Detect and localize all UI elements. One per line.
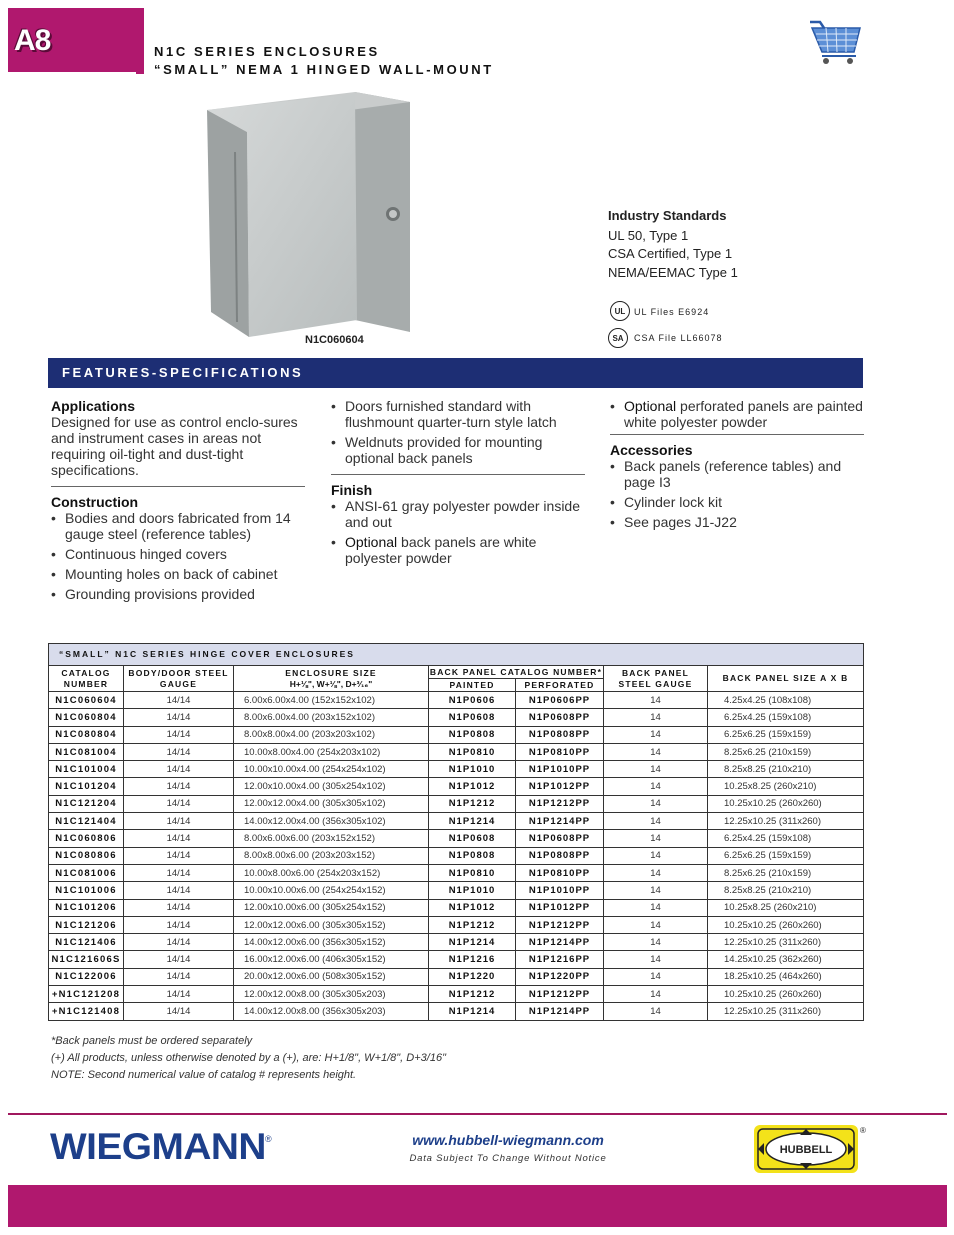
hubbell-logo-text: HUBBELL xyxy=(779,1144,833,1156)
perforated-panel-cell: N1P1212PP xyxy=(516,986,604,1003)
enclosure-size-cell: 14.00x12.00x4.00 (356x305x102) xyxy=(234,813,429,830)
steel-gauge-cell: 14/14 xyxy=(124,778,234,795)
steel-gauge-cell: 14/14 xyxy=(124,709,234,726)
ul-file-text: UL Files E6924 xyxy=(634,307,710,317)
perforated-panel-cell: N1P1012PP xyxy=(516,899,604,916)
list-item: • Bodies and doors fabricated from 14 gauge steel (reference tables) xyxy=(51,510,305,542)
painted-panel-cell: N1P1212 xyxy=(429,916,516,933)
enclosure-size-cell: 12.00x10.00x6.00 (305x254x152) xyxy=(234,899,429,916)
perforated-panel-cell: N1P1010PP xyxy=(516,882,604,899)
panel-size-cell: 6.25x4.25 (159x108) xyxy=(708,709,864,726)
perforated-panel-cell: N1P0608PP xyxy=(516,830,604,847)
panel-size-cell: 10.25x8.25 (260x210) xyxy=(708,778,864,795)
panel-gauge-cell: 14 xyxy=(604,709,708,726)
divider xyxy=(610,434,864,435)
catalog-number-cell: N1C060804 xyxy=(49,709,124,726)
steel-gauge-cell: 14/14 xyxy=(124,813,234,830)
table-row xyxy=(49,847,864,864)
painted-panel-cell: N1P1212 xyxy=(429,795,516,812)
website-link[interactable]: www.hubbell-wiegmann.com xyxy=(412,1132,604,1148)
table-row xyxy=(49,830,864,847)
panel-size-cell: 10.25x10.25 (260x260) xyxy=(708,795,864,812)
perforated-panel-cell: N1P1214PP xyxy=(516,934,604,951)
size-header-label: ENCLOSURE SIZE xyxy=(285,667,377,678)
painted-panel-cell: N1P1012 xyxy=(429,778,516,795)
catalog-number-cell: N1C080806 xyxy=(49,847,124,864)
table-row xyxy=(49,743,864,760)
perforated-panel-cell: N1P0808PP xyxy=(516,847,604,864)
painted-panel-cell: N1P0608 xyxy=(429,709,516,726)
hubbell-emblem-icon xyxy=(754,1125,858,1173)
enclosure-photo xyxy=(205,92,415,337)
size-header-tolerance: H+⅛", W+⅛", D+³⁄₁₆" xyxy=(289,678,373,689)
perforated-panel-cell: N1P1012PP xyxy=(516,778,604,795)
panel-size-cell: 8.25x6.25 (210x159) xyxy=(708,864,864,881)
perforated-panel-cell: N1P0606PP xyxy=(516,692,604,709)
painted-panel-cell: N1P0608 xyxy=(429,830,516,847)
enclosure-size-cell: 8.00x8.00x6.00 (203x203x152) xyxy=(234,847,429,864)
enclosure-size-cell: 12.00x12.00x8.00 (305x305x203) xyxy=(234,986,429,1003)
features-title: FEATURES-SPECIFICATIONS xyxy=(62,365,304,380)
table-row xyxy=(49,882,864,899)
panel-size-cell: 12.25x10.25 (311x260) xyxy=(708,813,864,830)
enclosure-size-cell: 8.00x6.00x6.00 (203x152x152) xyxy=(234,830,429,847)
steel-gauge-cell: 14/14 xyxy=(124,726,234,743)
catalog-number-cell: N1C121206 xyxy=(49,916,124,933)
panel-size-cell: 12.25x10.25 (311x260) xyxy=(708,934,864,951)
table-row xyxy=(49,813,864,830)
list-item: • Cylinder lock kit xyxy=(610,494,864,510)
enclosure-size-cell: 12.00x12.00x4.00 (305x305x102) xyxy=(234,795,429,812)
col-header-back-panel: BACK PANEL CATALOG NUMBER* xyxy=(429,666,603,677)
painted-panel-cell: N1P1010 xyxy=(429,882,516,899)
steel-gauge-cell: 14/14 xyxy=(124,830,234,847)
panel-gauge-cell: 14 xyxy=(604,968,708,985)
list-item: • Grounding provisions provided xyxy=(51,586,305,602)
panel-gauge-cell: 14 xyxy=(604,813,708,830)
panel-gauge-cell: 14 xyxy=(604,986,708,1003)
table-row xyxy=(49,934,864,951)
steel-gauge-cell: 14/14 xyxy=(124,761,234,778)
steel-gauge-cell: 14/14 xyxy=(124,743,234,760)
standards-title: Industry Standards xyxy=(608,208,727,223)
catalog-number-cell: N1C121204 xyxy=(49,795,124,812)
registered-mark: ® xyxy=(860,1126,866,1135)
panel-gauge-cell: 14 xyxy=(604,1003,708,1020)
catalog-number-cell: N1C121606S xyxy=(49,951,124,968)
catalog-number-cell: +N1C121208 xyxy=(49,986,124,1003)
list-item-text: perforated panels are painted white polyester powder xyxy=(624,398,863,430)
perforated-panel-cell: N1P0810PP xyxy=(516,743,604,760)
steel-gauge-cell: 14/14 xyxy=(124,968,234,985)
footnote: NOTE: Second numerical value of catalog # represents height. xyxy=(51,1069,357,1081)
perforated-panel-cell: N1P1214PP xyxy=(516,813,604,830)
col-header-painted: PAINTED xyxy=(429,679,516,692)
col-header-catalog: CATALOG NUMBER xyxy=(49,666,124,692)
painted-panel-cell: N1P1010 xyxy=(429,761,516,778)
enclosure-size-cell: 6.00x6.00x4.00 (152x152x102) xyxy=(234,692,429,709)
table-row xyxy=(49,709,864,726)
panel-gauge-cell: 14 xyxy=(604,830,708,847)
standard-line: NEMA/EEMAC Type 1 xyxy=(608,265,738,280)
door-list xyxy=(331,398,585,466)
panel-size-cell: 6.25x6.25 (159x159) xyxy=(708,726,864,743)
hubbell-logo xyxy=(754,1125,858,1173)
col-header-bp-gauge: BACK PANEL STEEL GAUGE xyxy=(604,666,708,692)
list-item: • See pages J1-J22 xyxy=(610,514,864,530)
perforated-panel-cell: N1P0810PP xyxy=(516,864,604,881)
panel-gauge-cell: 14 xyxy=(604,778,708,795)
table-row xyxy=(49,1003,864,1020)
catalog-number-cell: N1C081004 xyxy=(49,743,124,760)
panel-gauge-cell: 14 xyxy=(604,761,708,778)
perforated-panel-cell: N1P1220PP xyxy=(516,968,604,985)
steel-gauge-cell: 14/14 xyxy=(124,986,234,1003)
col-header-perforated: PERFORATED xyxy=(516,679,604,692)
panel-gauge-cell: 14 xyxy=(604,847,708,864)
list-item: • Doors furnished standard with flushmount quarter-turn style latch xyxy=(331,398,585,430)
footnote: *Back panels must be ordered separately xyxy=(51,1035,253,1047)
perforated-list xyxy=(610,398,864,430)
table-body xyxy=(49,692,864,1021)
wiegmann-logo: WIEGMANN xyxy=(50,1126,266,1167)
steel-gauge-cell: 14/14 xyxy=(124,795,234,812)
standard-line: CSA Certified, Type 1 xyxy=(608,246,733,261)
table-row xyxy=(49,864,864,881)
optional-label: Optional xyxy=(345,534,398,550)
enclosure-size-cell: 20.00x12.00x6.00 (508x305x152) xyxy=(234,968,429,985)
perforated-panel-cell: N1P1010PP xyxy=(516,761,604,778)
table-row xyxy=(49,761,864,778)
perforated-panel-cell: N1P0808PP xyxy=(516,726,604,743)
panel-gauge-cell: 14 xyxy=(604,795,708,812)
steel-gauge-cell: 14/14 xyxy=(124,951,234,968)
painted-panel-cell: N1P0808 xyxy=(429,726,516,743)
finish-list xyxy=(331,498,585,566)
catalog-number-cell: N1C101204 xyxy=(49,778,124,795)
panel-gauge-cell: 14 xyxy=(604,726,708,743)
panel-gauge-cell: 14 xyxy=(604,899,708,916)
panel-size-cell: 12.25x10.25 (311x260) xyxy=(708,1003,864,1020)
steel-gauge-cell: 14/14 xyxy=(124,899,234,916)
list-item: • Mounting holes on back of cabinet xyxy=(51,566,305,582)
catalog-number-cell: N1C121406 xyxy=(49,934,124,951)
features-column-3 xyxy=(610,398,864,534)
steel-gauge-cell: 14/14 xyxy=(124,1003,234,1020)
steel-gauge-cell: 14/14 xyxy=(124,916,234,933)
table-row xyxy=(49,899,864,916)
panel-size-cell: 8.25x8.25 (210x210) xyxy=(708,761,864,778)
panel-gauge-cell: 14 xyxy=(604,864,708,881)
optional-label: Optional xyxy=(624,398,677,414)
catalog-number-cell: N1C101206 xyxy=(49,899,124,916)
enclosure-table xyxy=(48,643,863,1021)
table-row xyxy=(49,951,864,968)
panel-size-cell: 18.25x10.25 (464x260) xyxy=(708,968,864,985)
header-title-line2: “SMALL” NEMA 1 HINGED WALL-MOUNT xyxy=(154,62,494,77)
list-item: • ANSI-61 gray polyester powder inside and out xyxy=(331,498,585,530)
painted-panel-cell: N1P0810 xyxy=(429,743,516,760)
painted-panel-cell: N1P1214 xyxy=(429,813,516,830)
photo-caption: N1C060604 xyxy=(305,334,364,346)
header-title-line1: N1C SERIES ENCLOSURES xyxy=(154,44,380,59)
panel-gauge-cell: 14 xyxy=(604,743,708,760)
catalog-number-cell: N1C081006 xyxy=(49,864,124,881)
steel-gauge-cell: 14/14 xyxy=(124,882,234,899)
col-header-gauge: BODY/DOOR STEEL GAUGE xyxy=(124,666,234,692)
csa-logo: SA xyxy=(608,328,628,348)
catalog-number-cell: N1C121404 xyxy=(49,813,124,830)
page-tab-underline xyxy=(8,72,136,74)
panel-size-cell: 8.25x8.25 (210x210) xyxy=(708,882,864,899)
table-row xyxy=(49,916,864,933)
construction-heading: Construction xyxy=(51,494,139,510)
painted-panel-cell: N1P1216 xyxy=(429,951,516,968)
enclosure-size-cell: 8.00x8.00x4.00 (203x203x102) xyxy=(234,726,429,743)
enclosure-size-cell: 14.00x12.00x8.00 (356x305x203) xyxy=(234,1003,429,1020)
table-row xyxy=(49,986,864,1003)
panel-size-cell: 10.25x10.25 (260x260) xyxy=(708,986,864,1003)
panel-gauge-cell: 14 xyxy=(604,916,708,933)
enclosure-size-cell: 10.00x10.00x4.00 (254x254x102) xyxy=(234,761,429,778)
perforated-panel-cell: N1P1212PP xyxy=(516,795,604,812)
painted-panel-cell: N1P1220 xyxy=(429,968,516,985)
painted-panel-cell: N1P1214 xyxy=(429,934,516,951)
panel-size-cell: 6.25x4.25 (159x108) xyxy=(708,830,864,847)
enclosure-size-cell: 10.00x10.00x6.00 (254x254x152) xyxy=(234,882,429,899)
perforated-panel-cell: N1P1212PP xyxy=(516,916,604,933)
features-column-1 xyxy=(51,398,305,606)
ul-logo: UL xyxy=(610,301,630,321)
col-header-size xyxy=(234,666,429,692)
perforated-panel-cell: N1P1216PP xyxy=(516,951,604,968)
panel-size-cell: 8.25x6.25 (210x159) xyxy=(708,743,864,760)
enclosure-size-cell: 16.00x12.00x6.00 (406x305x152) xyxy=(234,951,429,968)
table-row xyxy=(49,795,864,812)
divider xyxy=(51,486,305,487)
enclosure-size-cell: 10.00x8.00x4.00 (254x203x102) xyxy=(234,743,429,760)
perforated-panel-cell: N1P1214PP xyxy=(516,1003,604,1020)
list-item: • Continuous hinged covers xyxy=(51,546,305,562)
list-item: • Back panels (reference tables) and page I3 xyxy=(610,458,864,490)
painted-panel-cell: N1P0606 xyxy=(429,692,516,709)
col-header-bp-size: BACK PANEL SIZE A X B xyxy=(708,666,864,692)
catalog-number-cell: N1C122006 xyxy=(49,968,124,985)
painted-panel-cell: N1P1212 xyxy=(429,986,516,1003)
applications-heading: Applications xyxy=(51,398,136,414)
standard-line: UL 50, Type 1 xyxy=(608,228,689,243)
panel-gauge-cell: 14 xyxy=(604,934,708,951)
enclosure-size-cell: 10.00x8.00x6.00 (254x203x152) xyxy=(234,864,429,881)
table-row xyxy=(49,968,864,985)
panel-size-cell: 4.25x4.25 (108x108) xyxy=(708,692,864,709)
accessories-heading: Accessories xyxy=(610,442,693,458)
painted-panel-cell: N1P0810 xyxy=(429,864,516,881)
catalog-number-cell: +N1C121408 xyxy=(49,1003,124,1020)
page-number: A8 xyxy=(14,24,51,57)
steel-gauge-cell: 14/14 xyxy=(124,864,234,881)
perforated-panel-cell: N1P0608PP xyxy=(516,709,604,726)
panel-gauge-cell: 14 xyxy=(604,692,708,709)
table-row xyxy=(49,726,864,743)
enclosure-size-cell: 12.00x12.00x6.00 (305x305x152) xyxy=(234,916,429,933)
accessories-list xyxy=(610,458,864,530)
features-column-2 xyxy=(331,398,585,570)
catalog-number-cell: N1C101004 xyxy=(49,761,124,778)
painted-panel-cell: N1P1214 xyxy=(429,1003,516,1020)
table-row xyxy=(49,778,864,795)
catalog-number-cell: N1C060604 xyxy=(49,692,124,709)
list-item xyxy=(331,534,585,566)
table-row xyxy=(49,692,864,709)
enclosure-size-cell: 8.00x6.00x4.00 (203x152x102) xyxy=(234,709,429,726)
catalog-number-cell: N1C101006 xyxy=(49,882,124,899)
enclosure-size-cell: 14.00x12.00x6.00 (356x305x152) xyxy=(234,934,429,951)
catalog-number-cell: N1C060806 xyxy=(49,830,124,847)
steel-gauge-cell: 14/14 xyxy=(124,692,234,709)
list-item xyxy=(610,398,864,430)
panel-size-cell: 14.25x10.25 (362x260) xyxy=(708,951,864,968)
painted-panel-cell: N1P0808 xyxy=(429,847,516,864)
panel-size-cell: 10.25x10.25 (260x260) xyxy=(708,916,864,933)
footer-band xyxy=(8,1185,947,1227)
footnote: (+) All products, unless otherwise denoted by a (+), are: H+1/8", W+1/8", D+3/16" xyxy=(51,1052,446,1064)
list-item: • Weldnuts provided for mounting optional back panels xyxy=(331,434,585,466)
csa-file-text: CSA File LL66078 xyxy=(634,333,723,343)
divider xyxy=(331,474,585,475)
painted-panel-cell: N1P1012 xyxy=(429,899,516,916)
steel-gauge-cell: 14/14 xyxy=(124,847,234,864)
construction-list xyxy=(51,510,305,602)
footer-rule xyxy=(8,1113,947,1115)
steel-gauge-cell: 14/14 xyxy=(124,934,234,951)
registered-mark: ® xyxy=(265,1134,272,1144)
applications-text: Designed for use as control enclo-sures and instrument cases in areas not requiring oil-tight and dust-tight specifications. xyxy=(51,414,298,478)
panel-size-cell: 6.25x6.25 (159x159) xyxy=(708,847,864,864)
finish-heading: Finish xyxy=(331,482,373,498)
catalog-number-cell: N1C080804 xyxy=(49,726,124,743)
table-title: “SMALL” N1C SERIES HINGE COVER ENCLOSURES xyxy=(49,644,864,666)
list-item-text: back panels are white polyester powder xyxy=(345,534,537,566)
disclaimer: Data Subject To Change Without Notice xyxy=(409,1153,607,1164)
panel-gauge-cell: 14 xyxy=(604,882,708,899)
shopping-cart-icon[interactable] xyxy=(808,18,864,66)
panel-gauge-cell: 14 xyxy=(604,951,708,968)
enclosure-size-cell: 12.00x10.00x4.00 (305x254x102) xyxy=(234,778,429,795)
panel-size-cell: 10.25x8.25 (260x210) xyxy=(708,899,864,916)
